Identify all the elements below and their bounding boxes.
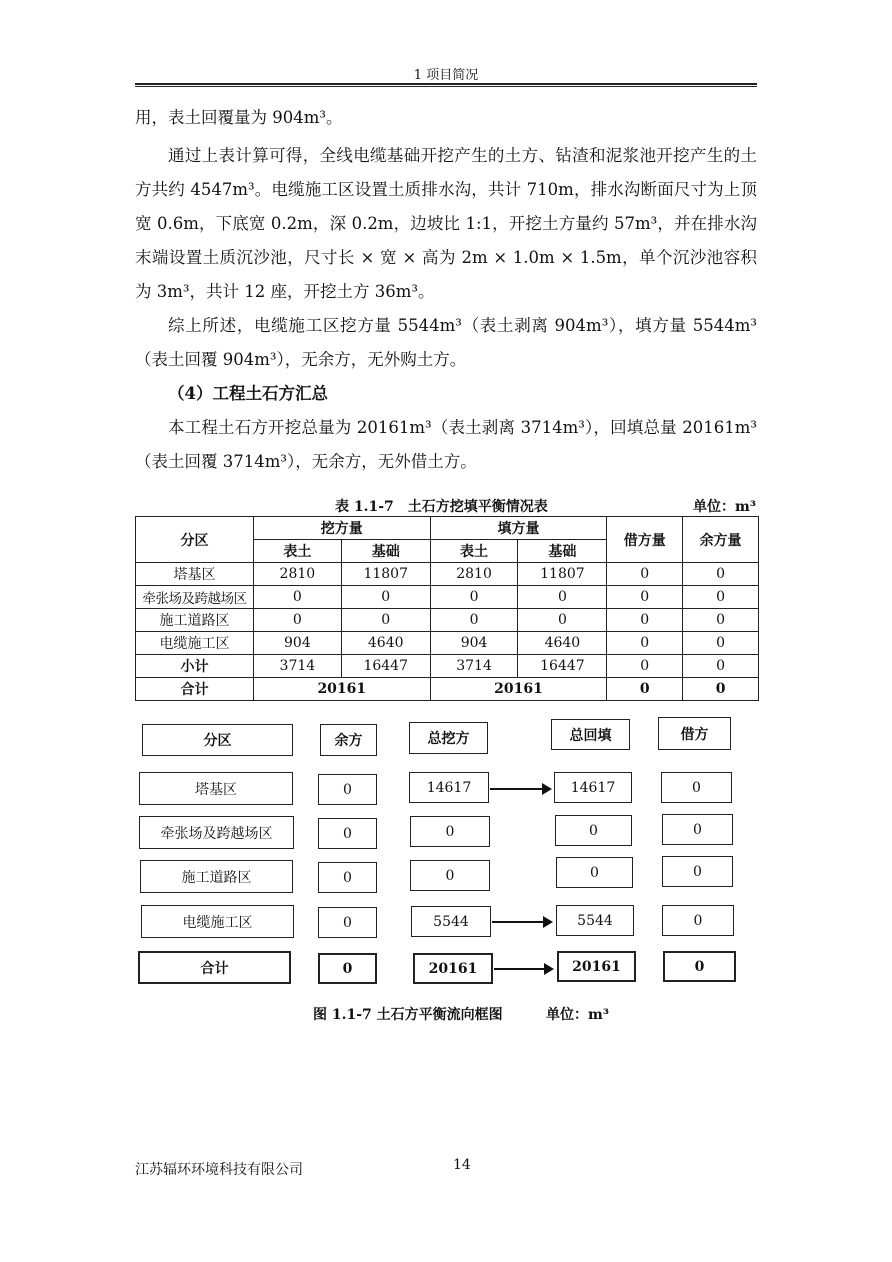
- cell: 0: [683, 655, 759, 678]
- flow-borrow: 0: [662, 856, 733, 887]
- flow-zone: 牵张场及跨越场区: [139, 816, 294, 849]
- table-row-subtotal: [136, 655, 759, 678]
- cell: 0: [518, 586, 607, 609]
- figure-caption: 图 1.1-7 土石方平衡流向框图: [313, 1007, 503, 1023]
- flow-borrow-total: 0: [663, 951, 736, 982]
- cell: 2810: [253, 563, 341, 586]
- cell: 4640: [341, 632, 430, 655]
- cell: 0: [683, 586, 759, 609]
- cell: 3714: [430, 655, 518, 678]
- th-fill: 填方量: [430, 517, 607, 540]
- th-borrow: 借方量: [607, 517, 683, 563]
- th-zone: 分区: [136, 517, 254, 563]
- flow-excavation: 0: [410, 860, 490, 891]
- cell: 0: [607, 632, 683, 655]
- cell-zone: 塔基区: [136, 563, 254, 586]
- cell: 0: [607, 678, 683, 701]
- cell: 3714: [253, 655, 341, 678]
- flow-excavation: 0: [410, 816, 490, 847]
- table-unit: 单位：m³: [693, 499, 756, 515]
- cell: 0: [607, 586, 683, 609]
- cell: 0: [253, 609, 341, 632]
- cell: 20161: [430, 678, 607, 701]
- th-fill-topsoil: 表土: [430, 540, 518, 563]
- cell: 0: [253, 586, 341, 609]
- cell: 0: [341, 609, 430, 632]
- th-surplus: 余方量: [683, 517, 759, 563]
- th-fill-foundation: 基础: [518, 540, 607, 563]
- flow-excavation: 14617: [409, 772, 489, 803]
- body-text: [135, 101, 757, 479]
- flow-borrow: 0: [662, 814, 733, 845]
- cell: 0: [683, 563, 759, 586]
- cell: 0: [683, 632, 759, 655]
- cell: 4640: [518, 632, 607, 655]
- flow-surplus: 0: [318, 774, 377, 805]
- cell: 0: [430, 586, 518, 609]
- flow-arrow-icon: [494, 968, 552, 970]
- paragraph-4: 本工程土石方开挖总量为 20161m³（表土剥离 3714m³），回填总量 20161m³（表土回覆 3714m³），无余方，无外借土方。: [135, 418, 757, 471]
- cell-zone: 施工道路区: [136, 609, 254, 632]
- cell: 0: [607, 655, 683, 678]
- section-heading: （4）工程土石方汇总: [168, 384, 328, 403]
- table-row: [136, 586, 759, 609]
- flow-zone: 施工道路区: [140, 860, 293, 893]
- flow-header-surplus: 余方: [320, 724, 377, 756]
- th-ex-foundation: 基础: [341, 540, 430, 563]
- cell-zone: 合计: [136, 678, 254, 701]
- flow-header-borrow: 借方: [658, 717, 731, 750]
- flow-borrow: 0: [661, 772, 732, 803]
- table-row-total: [136, 678, 759, 701]
- paragraph-3: 综上所述，电缆施工区挖方量 5544m³（表土剥离 904m³），填方量 5544m³（表土回覆 904m³），无余方，无外购土方。: [135, 316, 757, 369]
- flow-zone: 电缆施工区: [141, 905, 294, 938]
- flow-surplus: 0: [318, 907, 377, 938]
- flow-fill: 14617: [554, 772, 632, 803]
- flow-zone: 塔基区: [139, 772, 293, 805]
- flow-surplus: 0: [318, 862, 377, 893]
- th-excavation: 挖方量: [253, 517, 430, 540]
- table-row: [136, 563, 759, 586]
- flow-surplus-total: 0: [318, 953, 377, 984]
- flow-fill-total: 20161: [557, 951, 636, 982]
- flow-header-excavation: 总挖方: [409, 722, 488, 754]
- cell: 0: [341, 586, 430, 609]
- table-row: [136, 632, 759, 655]
- cell: 2810: [430, 563, 518, 586]
- flow-header-zone: 分区: [142, 724, 293, 756]
- header-rule: [135, 83, 757, 85]
- flow-fill: 5544: [556, 905, 634, 936]
- cell: 904: [253, 632, 341, 655]
- footer-company: 江苏辐环环境科技有限公司: [135, 1162, 303, 1178]
- cell: 16447: [518, 655, 607, 678]
- cell-zone: 小计: [136, 655, 254, 678]
- flow-surplus: 0: [318, 818, 377, 849]
- cell: 11807: [341, 563, 430, 586]
- paragraph-1: 用，表土回覆量为 904m³。: [135, 108, 343, 127]
- flow-arrow-icon: [492, 921, 551, 923]
- table-caption: 表 1.1-7 土石方挖填平衡情况表: [335, 499, 548, 515]
- cell: 11807: [518, 563, 607, 586]
- cell: 0: [518, 609, 607, 632]
- th-ex-topsoil: 表土: [253, 540, 341, 563]
- flow-fill: 0: [556, 857, 633, 888]
- figure-unit: 单位：m³: [546, 1007, 609, 1023]
- flow-header-fill: 总回填: [551, 719, 630, 750]
- cell-zone: 电缆施工区: [136, 632, 254, 655]
- cell: 0: [607, 563, 683, 586]
- table-row: [136, 609, 759, 632]
- flow-borrow: 0: [662, 905, 734, 936]
- flow-excavation: 5544: [411, 906, 491, 937]
- flow-excavation-total: 20161: [413, 953, 493, 984]
- cell: 0: [430, 609, 518, 632]
- page-header: 1 项目简况: [413, 68, 479, 83]
- header-rule-thin: [135, 86, 757, 87]
- flow-arrow-icon: [490, 788, 550, 790]
- page-number: 14: [453, 1157, 471, 1173]
- cell-zone: 牵张场及跨越场区: [136, 586, 254, 609]
- cell: 904: [430, 632, 518, 655]
- flow-zone-total: 合计: [138, 951, 291, 984]
- cell: 0: [683, 609, 759, 632]
- earthwork-balance-table: [135, 516, 759, 701]
- cell: 20161: [253, 678, 430, 701]
- cell: 0: [683, 678, 759, 701]
- flow-fill: 0: [555, 815, 632, 846]
- paragraph-2: 通过上表计算可得，全线电缆基础开挖产生的土方、钻渣和泥浆池开挖产生的土方共约 4547m³。电缆施工区设置土质排水沟，共计 710m，排水沟断面尺寸为上顶宽 0.6m，下底宽 0.2m，深 0.2m，边坡比 1:1，开挖土方量约 57m³，并在排水沟末端设置土质沉沙池，尺寸长 × 宽 × 高为 2m × 1.0m × 1.5m，单个沉沙池容积为 3m³，共计 12 座，开挖土方 36m³。: [135, 146, 757, 301]
- cell: 0: [607, 609, 683, 632]
- cell: 16447: [341, 655, 430, 678]
